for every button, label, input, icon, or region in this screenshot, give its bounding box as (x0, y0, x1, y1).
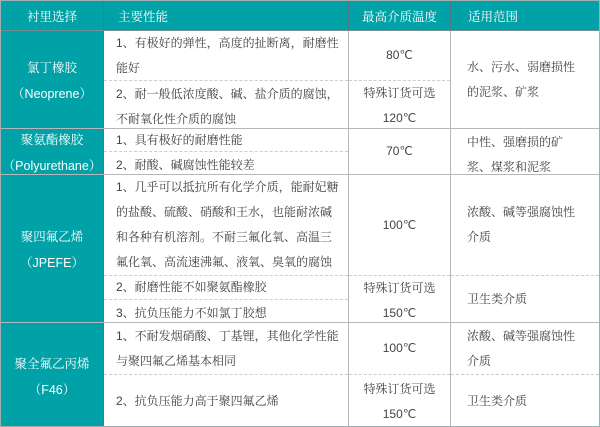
lining-name-cell (1, 323, 104, 427)
header-cell-lining: 衬里选择 (1, 1, 104, 30)
max-temp-value: 70℃ (386, 144, 413, 158)
table-row-neoprene (1, 31, 599, 129)
application-column (451, 323, 599, 427)
max-temp-column (349, 129, 451, 174)
max-temp-special (349, 80, 450, 131)
header-cell-max-temp: 最高介质温度 (349, 1, 451, 30)
max-temp-value: 150℃ (382, 306, 417, 320)
performance-item: 1、几乎可以抵抗所有化学介质，能耐妃糖的盐酸、硫酸、硝酸和王水，也能耐浓碱和各种有机溶剂。不耐三氟化氧、高温三氟化氧、高流速沸氟、液氧、臭氧的腐蚀 (116, 180, 339, 269)
lining-name-cn: 聚四氟乙烯 (20, 229, 84, 244)
table-row-f46 (1, 323, 599, 427)
performance-column (104, 31, 349, 128)
application-range: 浓酸、碱等强腐蚀性介质 (467, 205, 576, 244)
lining-name-cell (1, 31, 104, 128)
max-temp-value: 100℃ (382, 341, 417, 355)
temp-note: 特殊订货可选 (363, 381, 436, 396)
application-column (451, 175, 599, 322)
max-temp-value: 150℃ (382, 406, 417, 421)
max-temp-special (349, 275, 450, 326)
lining-name-en: （JPEFE） (20, 255, 84, 270)
header-cell-performance: 主要性能 (104, 1, 349, 30)
performance-item: 2、耐一般低浓度酸、碱、盐介质的腐蚀，不耐氧化性介质的腐蚀 (104, 80, 348, 133)
performance-item: 3、抗负压能力不如氯丁胶想 (104, 299, 348, 327)
temp-note: 特殊订货可选 (363, 86, 436, 100)
max-temp-column (349, 323, 451, 427)
max-temp-value: 120℃ (382, 111, 417, 125)
max-temp-column (349, 175, 451, 322)
performance-column (104, 175, 349, 322)
performance-item: 2、耐酸、碱腐蚀性能较差 (104, 151, 348, 179)
application-range: 卫生类介质 (451, 374, 599, 427)
lining-name-cn: 氯丁橡胶 (26, 60, 77, 75)
lining-name-cell (1, 175, 104, 322)
performance-item: 1、有极好的弹性，高度的扯断离，耐磨性能好 (116, 35, 339, 75)
table-header-row (1, 1, 599, 31)
performance-item: 2、耐磨性能不如聚氨酯橡胶 (104, 275, 348, 299)
application-range: 浓酸、碱等强腐蚀性介质 (467, 328, 576, 368)
lining-name-en: （Neoprene） (12, 86, 92, 101)
temp-note: 特殊订货可选 (363, 281, 436, 295)
lining-name-en: （Polyurethane） (2, 158, 102, 173)
max-temp-value: 100℃ (382, 217, 417, 232)
max-temp-value: 80℃ (386, 48, 413, 62)
application-range: 中性、强磨损的矿浆、煤浆和泥浆 (467, 135, 564, 174)
performance-column (104, 323, 349, 427)
lining-name-cn: 聚全氟乙丙烯 (14, 356, 90, 371)
max-temp-special (349, 374, 450, 427)
performance-item: 2、抗负压能力高于聚四氟乙烯 (104, 374, 348, 427)
application-range: 水、污水、弱磨损性的泥浆、矿浆 (467, 59, 576, 99)
application-column (451, 129, 599, 174)
performance-item: 1、不耐发烟硝酸、丁基锂，其他化学性能与聚四氟乙烯基本相同 (116, 328, 339, 368)
application-column (451, 31, 599, 128)
table-row-ptfe (1, 175, 599, 323)
performance-column (104, 129, 349, 174)
lining-name-cell (1, 129, 104, 174)
table-row-polyurethane (1, 129, 599, 175)
performance-item: 1、具有极好的耐磨性能 (116, 132, 243, 147)
application-range: 卫生类介质 (451, 275, 599, 322)
max-temp-column (349, 31, 451, 128)
lining-name-cn: 聚氨酯橡胶 (20, 132, 84, 147)
header-cell-application: 适用范围 (451, 1, 599, 30)
lining-name-en: （F46） (28, 382, 76, 397)
